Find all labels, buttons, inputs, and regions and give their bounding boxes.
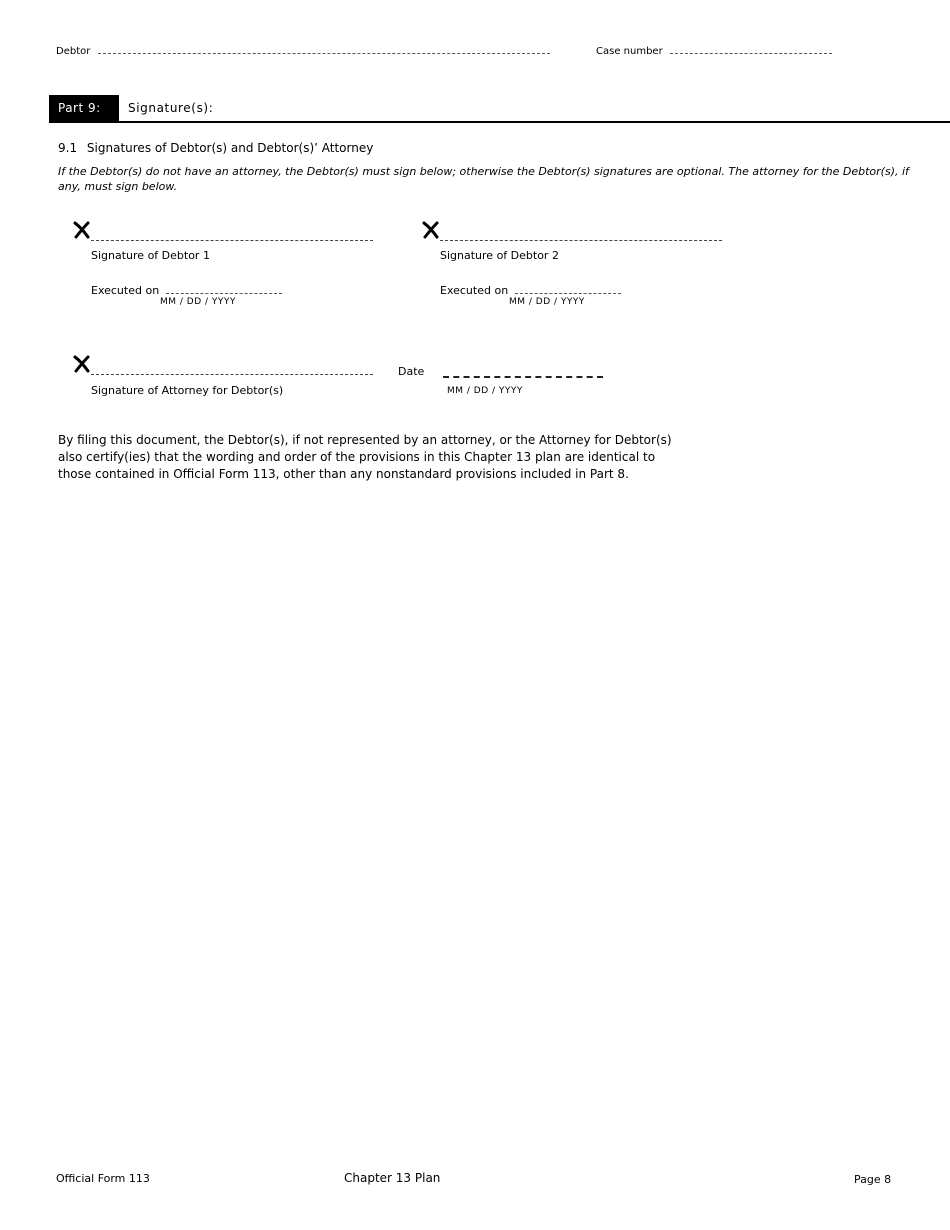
debtor2-date-format: MM / DD / YYYY xyxy=(509,297,585,307)
debtor-field[interactable] xyxy=(56,42,550,57)
footer-page-number: Page 8 xyxy=(854,1173,892,1186)
signature-x-icon xyxy=(421,220,441,240)
debtor2-signature-label: Signature of Debtor 2 xyxy=(440,249,559,262)
debtor2-executed-on[interactable] xyxy=(440,282,621,297)
attorney-date-line[interactable] xyxy=(443,376,603,378)
certification-text xyxy=(58,432,672,483)
section-instruction: If the Debtor(s) do not have an attorney, the Debtor(s) must sign below; otherwise the Debtor(s) signatures are optional. The attorney for the Debtor(s), if any, must sign below. xyxy=(58,165,909,193)
signature-x-icon xyxy=(72,220,92,240)
attorney-signature-label: Signature of Attorney for Debtor(s) xyxy=(91,384,284,397)
executed-on-label: Executed on xyxy=(440,284,509,297)
debtor2-signature-line[interactable] xyxy=(440,240,722,241)
debtor1-signature-line[interactable] xyxy=(91,240,373,241)
section-title: Signatures of Debtor(s) and Debtor(s)’ Attorney xyxy=(86,141,374,155)
certification-line: By filing this document, the Debtor(s), if not represented by an attorney, or the Attorney for Debtor(s) xyxy=(58,433,672,447)
case-number-input-line[interactable] xyxy=(670,42,832,54)
attorney-date-label: Date xyxy=(398,365,425,378)
signature-x-icon xyxy=(72,354,92,374)
footer-form-name: Official Form 113 xyxy=(56,1172,150,1185)
debtor-label: Debtor xyxy=(56,46,91,57)
attorney-date-format: MM / DD / YYYY xyxy=(447,386,523,396)
attorney-signature-line[interactable] xyxy=(91,374,373,375)
part-title: Signature(s): xyxy=(128,101,214,115)
part-number-badge: Part 9: xyxy=(49,95,119,122)
certification-line: also certify(ies) that the wording and order of the provisions in this Chapter 13 plan are identical to xyxy=(58,450,656,464)
part-divider xyxy=(49,121,950,123)
debtor1-executed-on[interactable] xyxy=(91,282,282,297)
debtor-input-line[interactable] xyxy=(98,42,550,54)
case-number-field[interactable] xyxy=(596,42,832,57)
debtor1-signature-label: Signature of Debtor 1 xyxy=(91,249,210,262)
debtor1-date-line[interactable] xyxy=(166,282,282,294)
debtor1-date-format: MM / DD / YYYY xyxy=(160,297,236,307)
section-heading xyxy=(58,141,373,155)
section-number: 9.1 xyxy=(58,141,78,155)
case-number-label: Case number xyxy=(596,46,663,57)
certification-line: those contained in Official Form 113, other than any nonstandard provisions included in Part 8. xyxy=(58,467,629,481)
executed-on-label: Executed on xyxy=(91,284,160,297)
footer-form-title: Chapter 13 Plan xyxy=(344,1171,441,1185)
debtor2-date-line[interactable] xyxy=(515,282,621,294)
